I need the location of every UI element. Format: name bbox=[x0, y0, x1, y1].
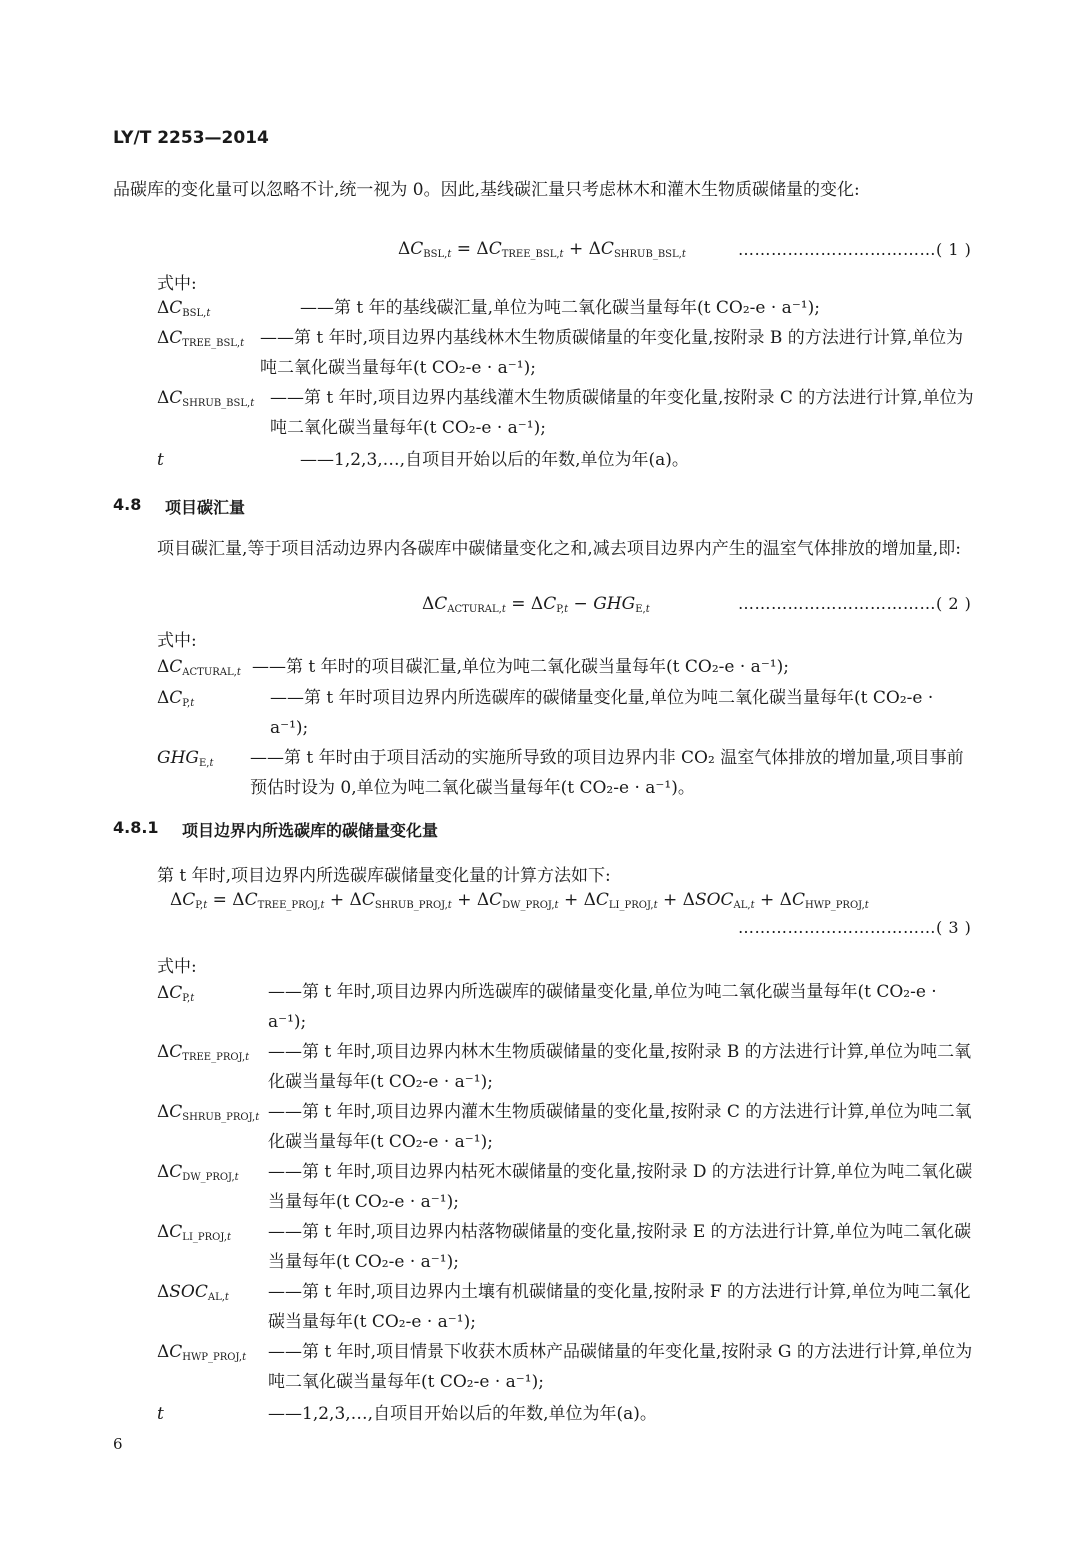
definition-delta-c-p-2: ——第 t 年时,项目边界内所选碳库的碳储量变化量,单位为吨二氧化碳当量每年(t CO₂-e · a⁻¹); bbox=[268, 982, 937, 1032]
definition-delta-c-li-proj: ——第 t 年时,项目边界内枯落物碳储量的变化量,按附录 E 的方法进行计算,单位为吨二氧化碳当量每年(t CO₂-e · a⁻¹); bbox=[268, 1222, 972, 1272]
definition-delta-c-bsl: ——第 t 年的基线碳汇量,单位为吨二氧化碳当量每年(t CO₂-e · a⁻¹); bbox=[300, 298, 820, 318]
section-4-8-number: 4.8 bbox=[113, 495, 142, 514]
definition-delta-soc-al: ——第 t 年时,项目边界内土壤有机碳储量的变化量,按附录 F 的方法进行计算,单位为吨二氧化碳当量每年(t CO₂-e · a⁻¹); bbox=[268, 1282, 971, 1332]
symbol-delta-c-tree-bsl: $\Delta C_{TREE\_BSL,t}$ bbox=[157, 328, 245, 349]
symbol-delta-c-p-1: $\Delta C_{P,t}$ bbox=[157, 688, 195, 709]
section-4-8-1-number: 4.8.1 bbox=[113, 818, 159, 837]
symbol-ghg-e: $GHG_{E,t}$ bbox=[157, 748, 214, 769]
symbol-delta-c-li-proj: $\Delta C_{LI\_PROJ,t}$ bbox=[157, 1222, 231, 1243]
document-code: LY/T 2253—2014 bbox=[113, 128, 269, 148]
definition-t-2: ——1,2,3,…,自项目开始以后的年数,单位为年(a)。 bbox=[268, 1404, 657, 1424]
definition-delta-c-tree-bsl: ——第 t 年时,项目边界内基线林木生物质碳储量的年变化量,按附录 B 的方法进行计算,单位为吨二氧化碳当量每年(t CO₂-e · a⁻¹); bbox=[260, 328, 964, 378]
where-label-1: 式中: bbox=[157, 274, 197, 294]
equation-2-number: ………………………………( 2 ) bbox=[738, 594, 972, 613]
symbol-delta-c-hwp-proj: $\Delta C_{HWP\_PROJ,t}$ bbox=[157, 1342, 247, 1363]
where-label-3: 式中: bbox=[157, 957, 197, 977]
definition-delta-c-shrub-proj: ——第 t 年时,项目边界内灌木生物质碳储量的变化量,按附录 C 的方法进行计算,单位为吨二氧化碳当量每年(t CO₂-e · a⁻¹); bbox=[268, 1102, 972, 1152]
definition-delta-c-hwp-proj: ——第 t 年时,项目情景下收获木质林产品碳储量的年变化量,按附录 G 的方法进行计算,单位为吨二氧化碳当量每年(t CO₂-e · a⁻¹); bbox=[268, 1342, 973, 1392]
symbol-delta-c-shrub-bsl: $\Delta C_{SHRUB\_BSL,t}$ bbox=[157, 388, 255, 409]
section-4-8-title: 项目碳汇量 bbox=[165, 498, 246, 517]
symbol-delta-c-dw-proj: $\Delta C_{DW\_PROJ,t}$ bbox=[157, 1162, 239, 1183]
equation-1: $\Delta C_{BSL,t} = \Delta C_{TREE\_BSL,t} + \Delta C_{SHRUB\_BSL,t}$ bbox=[398, 239, 686, 260]
page-number: 6 bbox=[113, 1435, 123, 1453]
equation-3-number: ………………………………( 3 ) bbox=[738, 918, 972, 937]
definition-delta-c-p-1: ——第 t 年时项目边界内所选碳库的碳储量变化量,单位为吨二氧化碳当量每年(t CO₂-e · a⁻¹); bbox=[270, 688, 934, 738]
symbol-t-1: t bbox=[157, 450, 164, 470]
symbol-delta-c-bsl: $\Delta C_{BSL,t}$ bbox=[157, 298, 211, 319]
symbol-t-2: t bbox=[157, 1404, 164, 1424]
definition-t-1: ——1,2,3,…,自项目开始以后的年数,单位为年(a)。 bbox=[300, 450, 689, 470]
intro-paragraph: 品碳库的变化量可以忽略不计,统一视为 0。因此,基线碳汇量只考虑林木和灌木生物质碳储量的变化: bbox=[113, 180, 860, 200]
where-label-2: 式中: bbox=[157, 631, 197, 651]
symbol-delta-c-shrub-proj: $\Delta C_{SHRUB\_PROJ,t}$ bbox=[157, 1102, 260, 1123]
section-4-8-1-title: 项目边界内所选碳库的碳储量变化量 bbox=[182, 821, 439, 840]
equation-3: $\Delta C_{P,t} = \Delta C_{TREE\_PROJ,t} + \Delta C_{SHRUB\_PROJ,t} + \Delta C_{DW\_PROJ,t} + \Delta C_{LI\_PROJ,t} + \Delta SOC_{AL,t} + \Delta C_{HWP\_PROJ,t}$ bbox=[170, 890, 869, 911]
definition-delta-c-actural: ——第 t 年时的项目碳汇量,单位为吨二氧化碳当量每年(t CO₂-e · a⁻¹); bbox=[252, 657, 789, 677]
definition-delta-c-shrub-bsl: ——第 t 年时,项目边界内基线灌木生物质碳储量的年变化量,按附录 C 的方法进行计算,单位为吨二氧化碳当量每年(t CO₂-e · a⁻¹); bbox=[270, 388, 974, 438]
symbol-delta-soc-al: $\Delta SOC_{AL,t}$ bbox=[157, 1282, 229, 1303]
symbol-delta-c-p-2: $\Delta C_{P,t}$ bbox=[157, 983, 195, 1004]
equation-2: $\Delta C_{ACTURAL,t} = \Delta C_{P,t} - GHG_{E,t}$ bbox=[422, 594, 650, 615]
symbol-delta-c-tree-proj: $\Delta C_{TREE\_PROJ,t}$ bbox=[157, 1042, 250, 1063]
symbol-delta-c-actural: $\Delta C_{ACTURAL,t}$ bbox=[157, 657, 241, 678]
equation-1-number: ………………………………( 1 ) bbox=[738, 240, 972, 259]
definition-delta-c-tree-proj: ——第 t 年时,项目边界内林木生物质碳储量的变化量,按附录 B 的方法进行计算,单位为吨二氧化碳当量每年(t CO₂-e · a⁻¹); bbox=[268, 1042, 972, 1092]
definition-ghg-e: ——第 t 年时由于项目活动的实施所导致的项目边界内非 CO₂ 温室气体排放的增加量,项目事前预估时设为 0,单位为吨二氧化碳当量每年(t CO₂-e · a⁻¹)。 bbox=[250, 748, 964, 798]
paragraph-4-8: 项目碳汇量,等于项目活动边界内各碳库中碳储量变化之和,减去项目边界内产生的温室气体排放的增加量,即: bbox=[157, 539, 961, 559]
definition-delta-c-dw-proj: ——第 t 年时,项目边界内枯死木碳储量的变化量,按附录 D 的方法进行计算,单位为吨二氧化碳当量每年(t CO₂-e · a⁻¹); bbox=[268, 1162, 973, 1212]
paragraph-4-8-1: 第 t 年时,项目边界内所选碳库碳储量变化量的计算方法如下: bbox=[157, 866, 611, 886]
